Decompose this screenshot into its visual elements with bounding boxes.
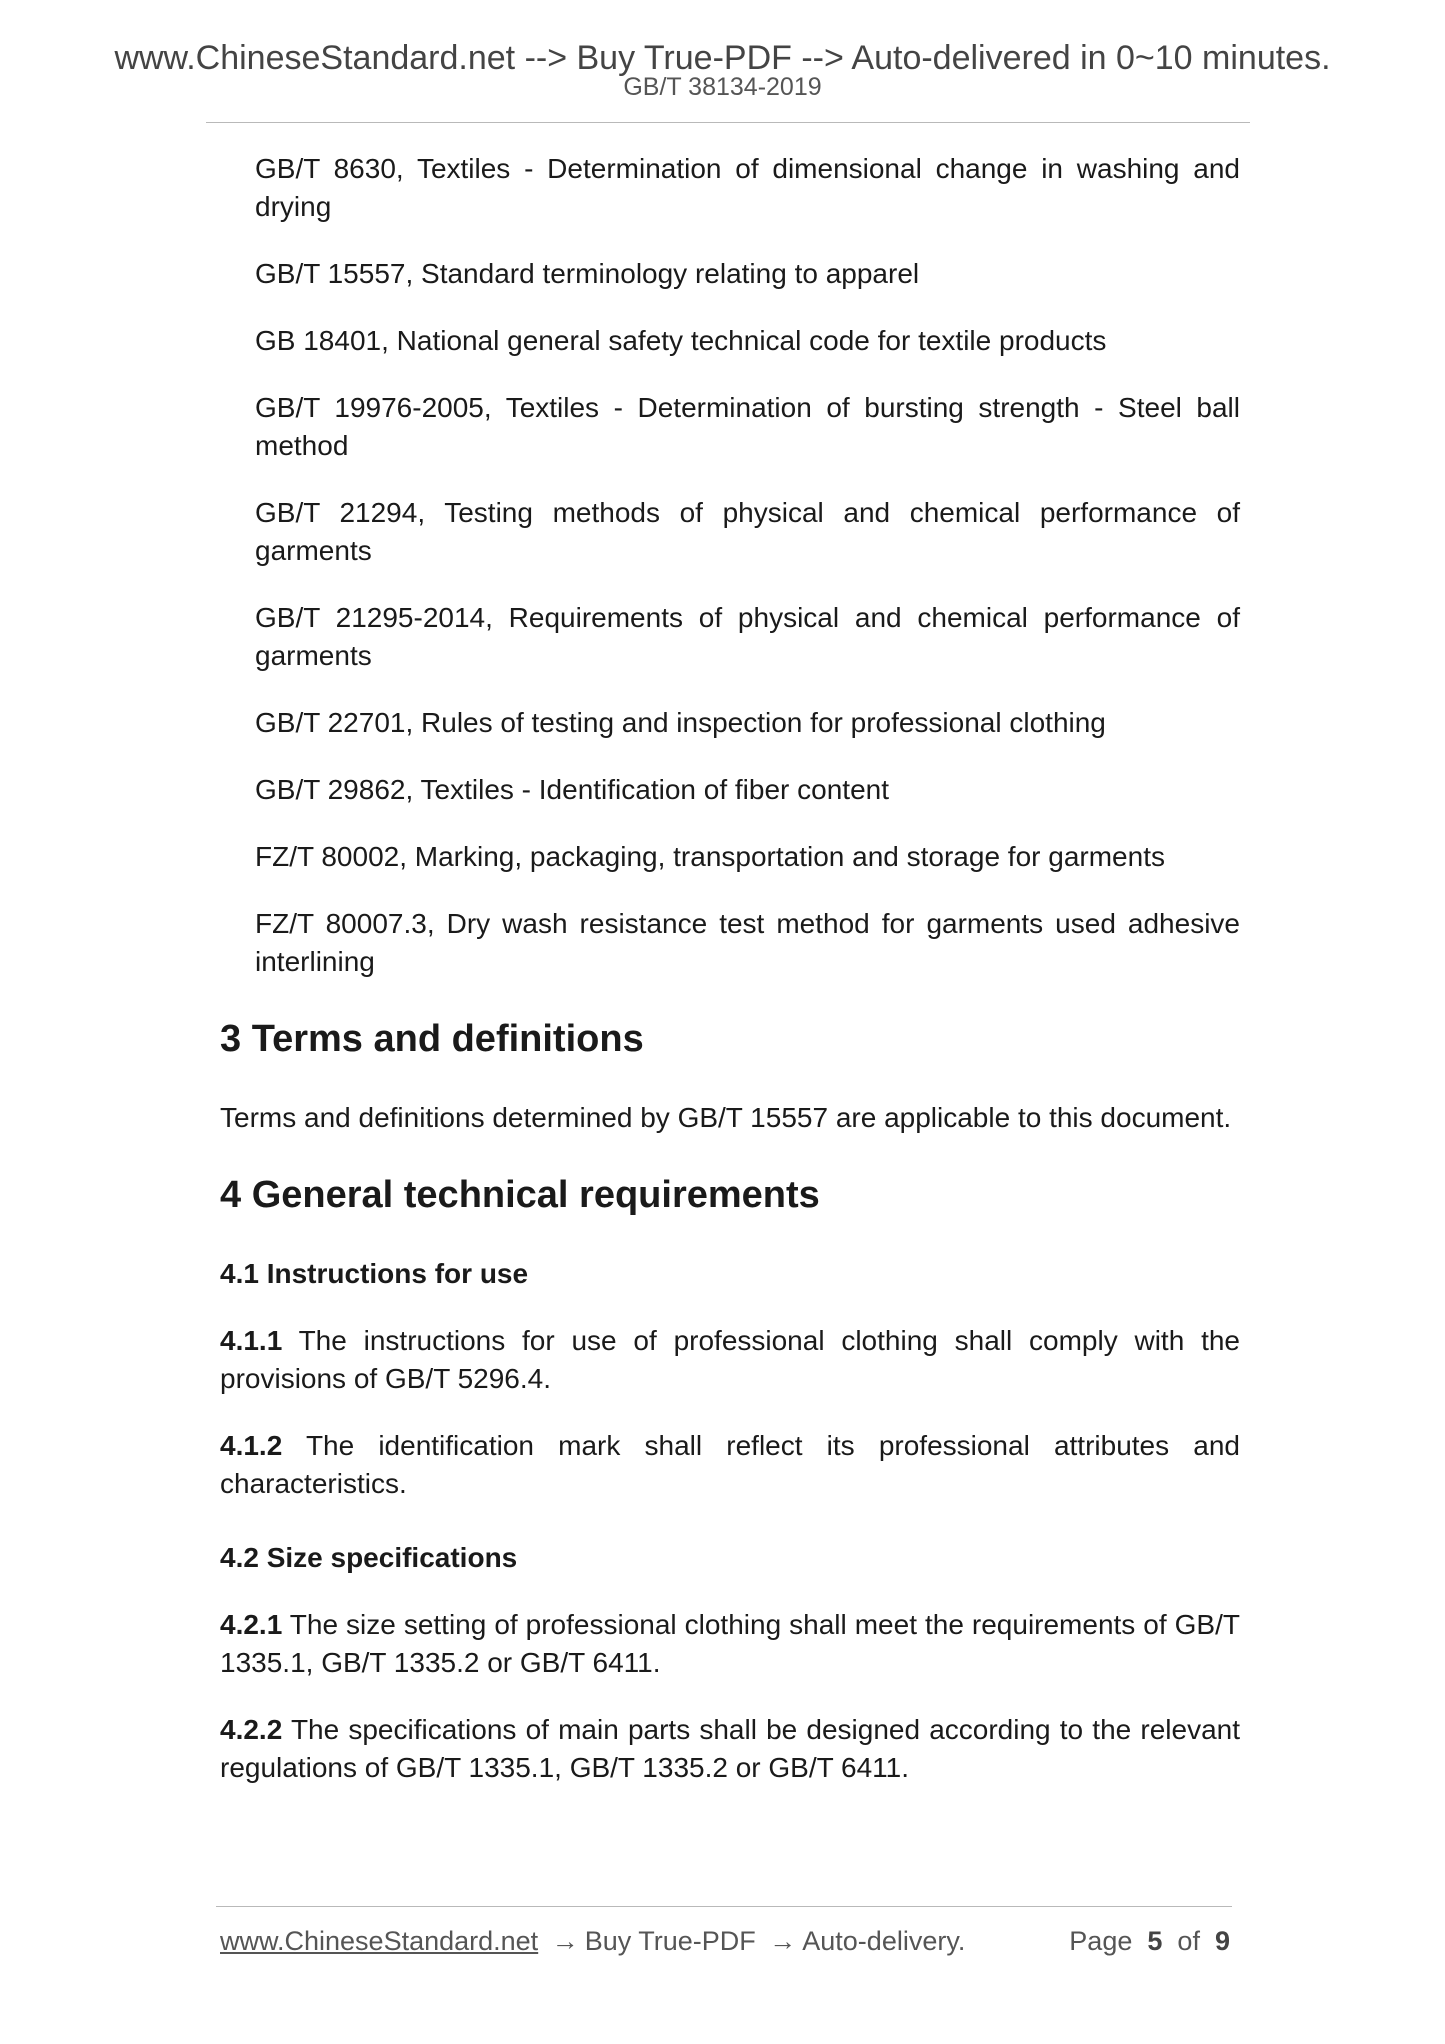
footer-buy-text: Buy True-PDF (584, 1926, 756, 1956)
normative-references-list (220, 150, 1240, 981)
page-word: Page (1069, 1926, 1133, 1956)
right-arrow-icon: → (551, 1926, 579, 1956)
reference-item: GB/T 22701, Rules of testing and inspection for professional clothing (255, 707, 1106, 738)
current-page: 5 (1147, 1926, 1163, 1956)
right-arrow-icon: → (769, 1926, 797, 1956)
footer-delivery-text: Auto-delivery. (802, 1926, 966, 1956)
standard-code: GB/T 38134-2019 (623, 73, 822, 101)
reference-item: GB/T 19976-2005, Textiles - Determination of bursting strength - Steel ball method (255, 392, 1240, 461)
reference-item: FZ/T 80002, Marking, packaging, transportation and storage for garments (255, 841, 1165, 872)
footer-site-link[interactable]: www.ChineseStandard.net (220, 1926, 539, 1956)
clause-number: 4.1.1 (220, 1325, 283, 1356)
clause-number: 4.2.1 (220, 1609, 283, 1640)
clause-number: 4.1.2 (220, 1430, 283, 1461)
clause-number: 4.2.2 (220, 1714, 283, 1745)
section-4-2-heading: 4.2 Size specifications (220, 1542, 518, 1573)
clause-4-2-2 (220, 1711, 1240, 1787)
clause-4-1-2 (220, 1427, 1240, 1503)
total-pages: 9 (1214, 1926, 1230, 1956)
footer-divider (216, 1906, 1232, 1907)
reference-item: GB 18401, National general safety technical code for textile products (255, 325, 1107, 356)
reference-item: GB/T 8630, Textiles - Determination of dimensional change in washing and drying (255, 153, 1240, 222)
reference-item: GB/T 29862, Textiles - Identification of fiber content (255, 774, 889, 805)
of-word: of (1177, 1926, 1200, 1956)
clause-text: The specifications of main parts shall be designed according to the relevant regulations of GB/T 1335.1, GB/T 1335.2 or GB/T 6411. (220, 1714, 1240, 1783)
clause-4-2-1 (220, 1606, 1240, 1682)
clause-text: The size setting of professional clothing shall meet the requirements of GB/T 1335.1, GB/T 1335.2 or GB/T 6411. (220, 1609, 1240, 1678)
reference-item: GB/T 15557, Standard terminology relating to apparel (255, 258, 920, 289)
page-footer (220, 1924, 1230, 1958)
reference-item: FZ/T 80007.3, Dry wash resistance test method for garments used adhesive interlining (255, 908, 1240, 977)
top-banner[interactable]: www.ChineseStandard.net --> Buy True-PDF --> Auto-delivered in 0~10 minutes. (114, 39, 1331, 77)
header-divider (206, 122, 1250, 123)
reference-item: GB/T 21294, Testing methods of physical and chemical performance of garments (255, 497, 1240, 566)
reference-item: GB/T 21295-2014, Requirements of physical and chemical performance of garments (255, 602, 1240, 671)
clause-text: The identification mark shall reflect its professional attributes and characteristics. (220, 1430, 1240, 1499)
section-3-heading: 3 Terms and definitions (220, 1018, 644, 1060)
page-number (1069, 1924, 1230, 1958)
clause-4-1-1 (220, 1322, 1240, 1398)
page-content (220, 150, 1240, 1787)
section-4-1-heading: 4.1 Instructions for use (220, 1258, 529, 1289)
section-4-heading: 4 General technical requirements (220, 1174, 820, 1216)
section-3-body: Terms and definitions determined by GB/T 15557 are applicable to this document. (220, 1102, 1232, 1133)
clause-text: The instructions for use of professional clothing shall comply with the provisions of GB/T 5296.4. (220, 1325, 1240, 1394)
